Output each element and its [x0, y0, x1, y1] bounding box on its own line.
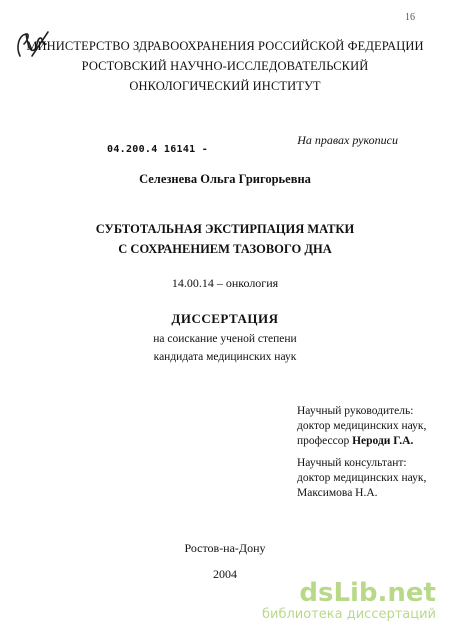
- dissertation-title-line-2: С СОХРАНЕНИЕМ ТАЗОВОГО ДНА: [118, 242, 332, 256]
- publication-city: Ростов-на-Дону: [184, 541, 266, 555]
- publication-year: 2004: [213, 567, 237, 581]
- manuscript-rights-note: На правах рукописи: [297, 133, 398, 147]
- watermark-logo: dsLib.net: [299, 578, 436, 608]
- consultant-degree: доктор медицинских наук,: [297, 472, 427, 484]
- consultant-role: Научный консультант:: [297, 457, 407, 469]
- udc-stamp: 04.200.4 16141 -: [107, 144, 209, 155]
- page-corner-number: 16: [405, 12, 415, 23]
- institution-line-1: МИНИСТЕРСТВО ЗДРАВООХРАНЕНИЯ РОССИЙСКОЙ ФЕДЕРАЦИИ: [26, 39, 424, 53]
- dslib-watermark: [262, 579, 436, 622]
- institution-line-3: ОНКОЛОГИЧЕСКИЙ ИНСТИТУТ: [129, 79, 321, 93]
- degree-line-1: на соискание ученой степени: [153, 333, 297, 345]
- dissertation-title-line-1: СУБТОТАЛЬНАЯ ЭКСТИРПАЦИЯ МАТКИ: [95, 222, 355, 236]
- specialty-code: 14.00.14 – онкология: [171, 276, 279, 290]
- advisor-degree: доктор медицинских наук,: [297, 420, 427, 432]
- watermark-subtitle: библиотека диссертаций: [262, 607, 436, 622]
- advisor-name: Нероди Г.А.: [352, 435, 414, 447]
- consultant-name: Максимова Н.А.: [297, 487, 378, 499]
- degree-line-2: кандидата медицинских наук: [153, 351, 297, 363]
- advisor-title: профессор: [297, 435, 350, 447]
- institution-line-2: РОСТОВСКИЙ НАУЧНО-ИССЛЕДОВАТЕЛЬСКИЙ: [81, 59, 369, 73]
- advisor-title-name: [297, 434, 413, 449]
- document-type-heading: ДИССЕРТАЦИЯ: [171, 311, 279, 326]
- advisor-role: Научный руководитель:: [297, 405, 414, 417]
- author-name: Селезнева Ольга Григорьевна: [139, 172, 311, 186]
